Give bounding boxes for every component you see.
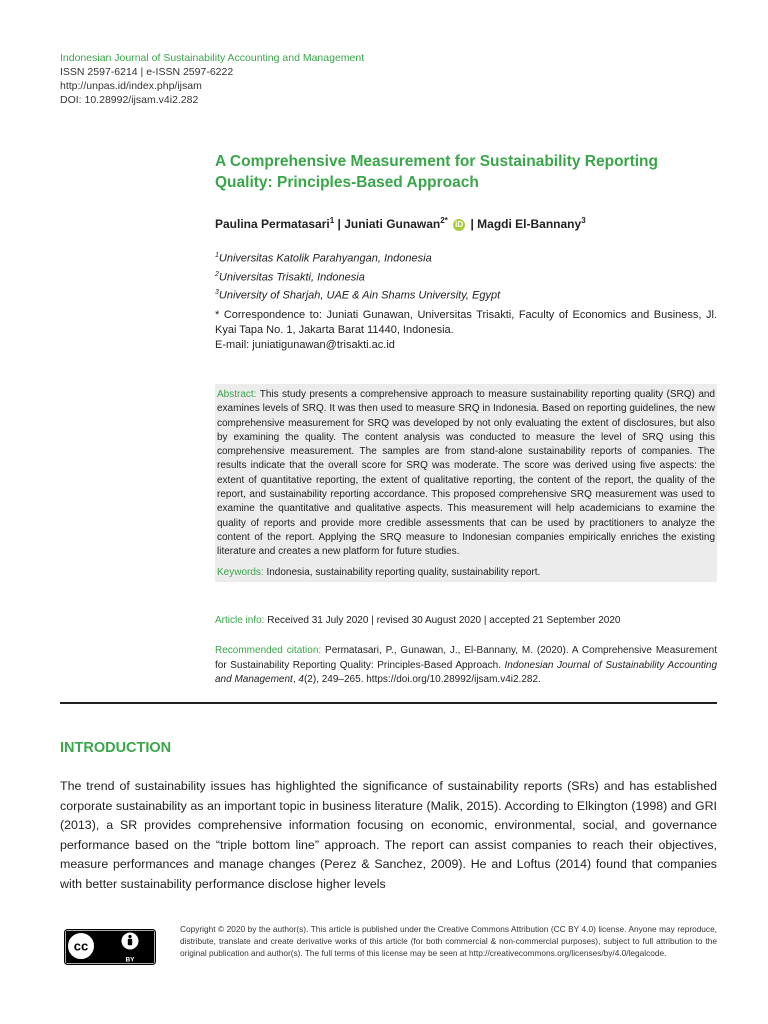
correspondence	[215, 308, 717, 353]
abstract-box	[215, 384, 717, 582]
abstract	[217, 388, 715, 560]
copyright-notice: Copyright © 2020 by the author(s). This article is published under the Creative Commons Attribution (CC BY 4.0) license. Anyone may reproduce, distribute, translate and create derivative works of this article (for both commercial & non-commercial purposes), subject to full attribution to the original publication and author(s). The full terms of this license may be seen at http://creativecommons.org/licenses/by/4.0/legalcode.	[180, 924, 717, 958]
author-1-sup: 1	[329, 216, 335, 225]
journal-header	[60, 51, 364, 107]
by-icon-label: BY	[125, 956, 135, 964]
section-divider	[60, 702, 717, 704]
correspondence-text: * Correspondence to: Juniati Gunawan, Universitas Trisakti, Faculty of Economics and Business, Jl. Kyai Tapa No. 1, Jakarta Barat 11440, Indonesia.	[215, 309, 717, 336]
issn: ISSN 2597-6214 | e-ISSN 2597-6222	[60, 66, 234, 78]
citation-text: Permatasari, P., Gunawan, J., El-Bannany, M. (2020). A Comprehensive Measurement for Sustainability Reporting Quality: Principles-Based Approach.	[215, 645, 717, 671]
journal-url[interactable]: http://unpas.id/index.php/ijsam	[60, 80, 202, 92]
affiliation-text: Universitas Trisakti, Indonesia	[218, 271, 365, 284]
article-info-label: Article info:	[215, 615, 265, 626]
author-separator: |	[334, 217, 345, 231]
keywords	[217, 566, 715, 580]
author-3: Magdi El-Bannany	[477, 217, 582, 231]
orcid-icon[interactable]: iD	[455, 219, 464, 229]
doi[interactable]: DOI: 10.28992/ijsam.v4i2.282	[60, 94, 199, 106]
author-2-sup: 2*	[440, 216, 448, 225]
abstract-label: Abstract:	[217, 389, 257, 400]
citation-text[interactable]: (2), 249–265. https://doi.org/10.28992/ijsam.v4i2.282.	[303, 674, 541, 685]
author-list	[215, 216, 586, 231]
article-title: A Comprehensive Measurement for Sustainability Reporting Quality: Principles-Based Approach	[215, 153, 658, 191]
affiliation-sup: 2	[215, 270, 219, 278]
correspondence-email[interactable]: E-mail: juniatigunawan@trisakti.ac.id	[215, 339, 395, 351]
cc-by-license-icon[interactable]	[64, 929, 156, 965]
author-3-sup: 3	[581, 216, 586, 225]
article-info-text: Received 31 July 2020 | revised 30 August 2020 | accepted 21 September 2020	[264, 615, 621, 626]
affiliation-2	[215, 267, 500, 286]
journal-title: Indonesian Journal of Sustainability Accounting and Management	[60, 52, 365, 64]
affiliation-3	[215, 285, 500, 304]
citation-text: ,	[292, 674, 299, 685]
keywords-label: Keywords:	[217, 566, 264, 578]
affiliation-text: University of Sharjah, UAE & Ain Shams University, Egypt	[218, 289, 501, 302]
affiliation-text: Universitas Katolik Parahyangan, Indonesia	[218, 252, 432, 265]
keywords-text: Indonesia, sustainability reporting quality, sustainability report.	[263, 566, 541, 578]
affiliation-1	[215, 248, 500, 267]
affiliation-sup: 3	[215, 289, 219, 297]
author-2: Juniati Gunawan	[344, 217, 441, 231]
affiliations	[215, 248, 500, 304]
citation-label: Recommended citation:	[215, 645, 322, 656]
cc-icon-label: cc	[73, 938, 89, 954]
affiliation-sup: 1	[215, 252, 219, 259]
recommended-citation	[215, 644, 717, 688]
author-1: Paulina Permatasari	[215, 217, 330, 231]
abstract-text: This study presents a comprehensive approach to measure sustainability reporting quality (SRQ) and examines levels of SRQ. It was then used to measure SRQ in Indonesia. Based on reporting guidelines, the new comprehensive measurement for SRQ was developed by not only evaluating the extent of disclosures, but also by examining the quality. The content analysis was conducted to measure the level of SRQ using this comprehensive measurement. The samples are from stand-alone sustainability reports of companies. The results indicate that the overall score for SRQ was moderate. The score was derived using five aspects: the extent of quantitative reporting, the extent of qualitative reporting, the content of the report, the quality of the report, and sustainability reporting accordance. This proposed comprehensive SRQ measurement was used to examine the quantitative and qualitative aspects. This measurement will help academicians to examine the quality of reports and provide more credible assessments that can be used by practitioners to analyze the content of the report. Applying the SRQ measure to Indonesian companies empirically enriches the existing literature and creates a new platform for future studies.	[217, 389, 715, 558]
article-info	[215, 615, 620, 626]
intro-paragraph: The trend of sustainability issues has highlighted the significance of sustainability reports (SRs) and has established corporate sustainability as an important topic in business literature (Malik, 2015). According to Elkington (1998) and GRI (2013), a SR provides comprehensive information focusing on economic, environmental, social, and governance performance based on the “triple bottom line” approach. The report can assist companies to reach their objectives, measure performances and manage changes (Perez & Sanchez, 2009). He and Loftus (2014) found that companies with better sustainability performance disclose higher levels	[60, 779, 717, 891]
section-heading: INTRODUCTION	[60, 740, 172, 756]
citation-journal: Indonesian Journal of Sustainability Accounting and Management	[215, 659, 717, 685]
citation-volume: 4	[298, 674, 304, 685]
author-separator: |	[467, 217, 478, 231]
